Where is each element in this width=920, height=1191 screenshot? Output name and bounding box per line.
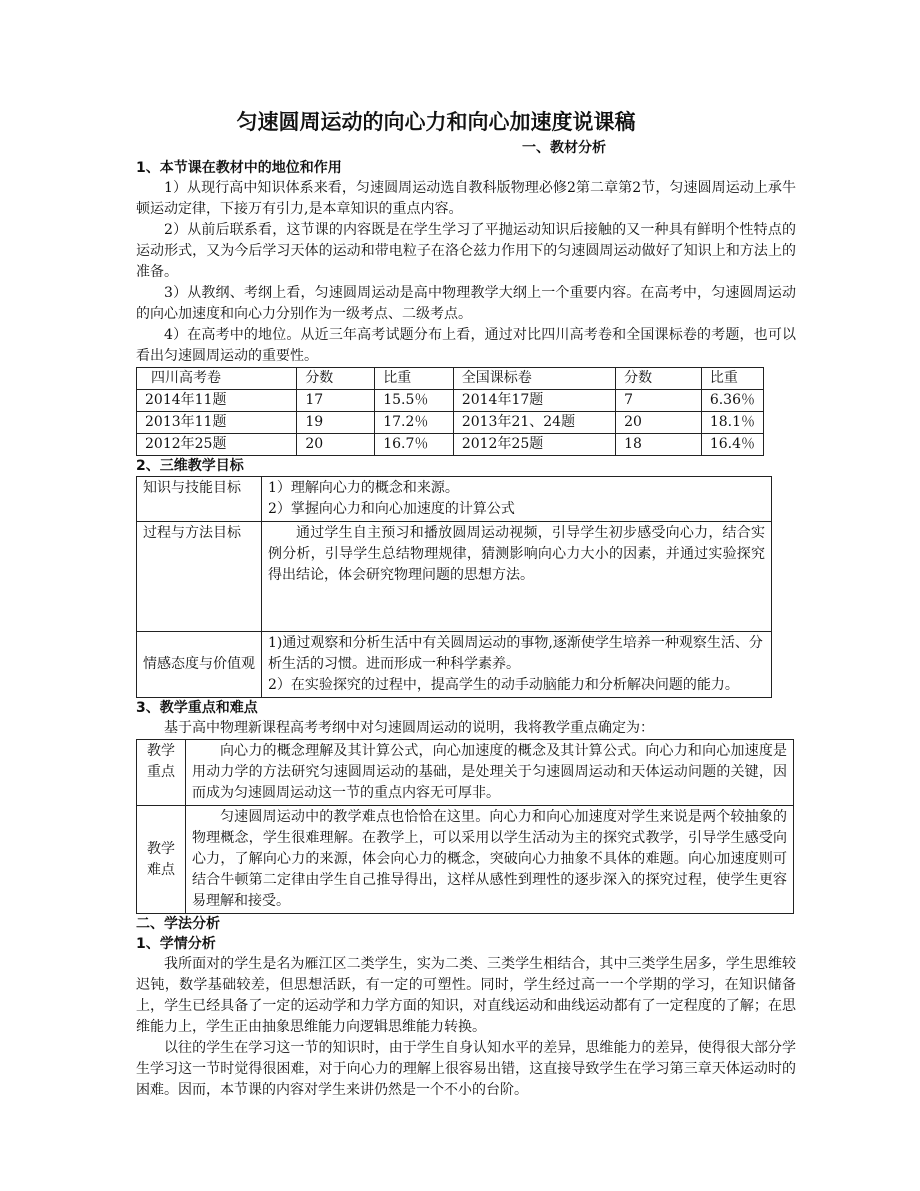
table-row xyxy=(137,412,764,434)
table-cell: 2013年21、24题 xyxy=(453,412,615,434)
table-cell: 16.7％ xyxy=(375,434,454,456)
table-cell: 20 xyxy=(297,434,375,456)
key-label: 教学难点 xyxy=(137,806,186,914)
table-cell: 2014年11题 xyxy=(137,390,297,412)
goal-line: 1）理解向心力的概念和来源。 xyxy=(268,480,459,496)
section1-heading: 1、本节课在教材中的地位和作用 xyxy=(136,160,342,176)
table-cell: 18.1％ xyxy=(701,412,763,434)
table-cell: 7 xyxy=(616,390,702,412)
section3-heading: 3、教学重点和难点 xyxy=(136,700,258,716)
table-cell: 19 xyxy=(297,412,375,434)
section1-para-1: 1）从现行高中知识体系来看，匀速圆周运动选自教科版物理必修2第二章第2节，匀速圆周运动上承牛顿运动定律，下接万有引力,是本章知识的重点内容。 xyxy=(136,180,796,217)
key-text: 向心力的概念理解及其计算公式，向心加速度的概念及其计算公式。向心力和向心加速度是用动力学的方法研究匀速圆周运动的基础，是处理关于匀速圆周运动和天体运动问题的关键，因而成为匀速圆周运动这一节的重点内容无可厚非。 xyxy=(192,743,787,801)
goal-line: 1)通过观察和分析生活中有关圆周运动的事物,逐渐使学生培养一种观察生活、分析生活的习惯。进而形成一种科学素养。 xyxy=(268,635,763,672)
table-row xyxy=(137,477,772,522)
goal-content xyxy=(262,522,772,632)
table-cell: 2012年25题 xyxy=(137,434,297,456)
table-cell: 6.36％ xyxy=(701,390,763,412)
section4-heading: 1、学情分析 xyxy=(136,936,216,952)
table-cell: 2014年17题 xyxy=(453,390,615,412)
table-cell: 15.5％ xyxy=(375,390,454,412)
document-title: 匀速圆周运动的向心力和向心加速度说课稿 xyxy=(236,110,636,134)
section2-heading: 2、三维教学目标 xyxy=(136,458,244,474)
goal-line: 2）在实验探究的过程中，提高学生的动手动脑能力和分析解决问题的能力。 xyxy=(268,677,739,693)
section1-para-3: 3）从教纲、考纲上看，匀速圆周运动是高中物理教学大纲上一个重要内容。在高考中，匀速圆周运动的向心加速度和向心力分别作为一级考点、二级考点。 xyxy=(136,285,796,322)
part1-heading: 一、教材分析 xyxy=(522,140,606,156)
table-header-cell: 比重 xyxy=(375,368,454,390)
key-text: 匀速圆周运动中的教学难点也恰恰在这里。向心力和向心加速度对学生来说是两个较抽象的物理概念，学生很难理解。在教学上，可以采用以学生活动为主的探究式教学，引导学生感受向心力，了解向心力的来源，体会向心力的概念，突破向心力抽象不具体的难题。向心加速度则可结合牛顿第二定律由学生自己推导得出，这样从感性到理性的逐步深入的探究过程，使学生更容易理解和接受。 xyxy=(192,809,787,909)
table-header-cell: 比重 xyxy=(701,368,763,390)
table-header-cell: 分数 xyxy=(616,368,702,390)
exam-scores-table xyxy=(136,367,764,456)
teaching-goals-table xyxy=(136,476,772,698)
key-content xyxy=(186,740,794,806)
goal-label: 知识与技能目标 xyxy=(137,477,262,522)
document-page xyxy=(136,108,796,1101)
goal-line: 通过学生自主预习和播放圆周运动视频，引导学生初步感受向心力，结合实例分析，引导学生总结物理规律，猜测影响向心力大小的因素，并通过实验探究得出结论，体会研究物理问题的思想方法。 xyxy=(268,525,765,583)
goal-content xyxy=(262,477,772,522)
key-content xyxy=(186,806,794,914)
table-cell: 16.4％ xyxy=(701,434,763,456)
table-cell: 17.2％ xyxy=(375,412,454,434)
table-header-cell: 全国课标卷 xyxy=(453,368,615,390)
table-cell: 2012年25题 xyxy=(453,434,615,456)
table-row xyxy=(137,806,794,914)
table-header-cell: 分数 xyxy=(297,368,375,390)
key-label: 教学重点 xyxy=(137,740,186,806)
table-row xyxy=(137,740,794,806)
section4-para-1: 我所面对的学生是名为雁江区二类学生，实为二类、三类学生相结合，其中三类学生居多，学生思维较迟钝，数学基础较差，但思想活跃，有一定的可塑性。同时，学生经过高一一个学期的学习，在知识储备上，学生已经具备了一定的运动学和力学方面的知识，对直线运动和曲线运动都有了一定程度的了解；在思维能力上，学生正由抽象思维能力向逻辑思维能力转换。 xyxy=(136,956,796,1035)
table-row xyxy=(137,632,772,698)
table-header-row xyxy=(137,368,764,390)
table-cell: 18 xyxy=(616,434,702,456)
goal-label: 情感态度与价值观 xyxy=(137,632,262,698)
section3-intro: 基于高中物理新课程高考考纲中对匀速圆周运动的说明，我将教学重点确定为： xyxy=(164,720,654,736)
table-cell: 2013年11题 xyxy=(137,412,297,434)
goal-content xyxy=(262,632,772,698)
table-cell: 17 xyxy=(297,390,375,412)
goal-label: 过程与方法目标 xyxy=(137,522,262,632)
table-row xyxy=(137,522,772,632)
section1-para-2: 2）从前后联系看，这节课的内容既是在学生学习了平抛运动知识后接触的又一种具有鲜明个性特点的运动形式，又为今后学习天体的运动和带电粒子在洛仑兹力作用下的匀速圆周运动做好了知识上和方法上的准备。 xyxy=(136,222,796,280)
section1-para-4: 4）在高考中的地位。从近三年高考试题分布上看，通过对比四川高考卷和全国课标卷的考题，也可以看出匀速圆周运动的重要性。 xyxy=(136,327,796,364)
part2-heading: 二、学法分析 xyxy=(136,916,220,932)
goal-line: 2）掌握向心力和向心加速度的计算公式 xyxy=(268,501,515,517)
table-cell: 20 xyxy=(616,412,702,434)
table-row xyxy=(137,434,764,456)
section4-para-2: 以往的学生在学习这一节的知识时，由于学生自身认知水平的差异，思维能力的差异，使得很大部分学生学习这一节时觉得很困难，对于向心力的理解上很容易出错，这直接导致学生在学习第三章天体运动时的困难。因而，本节课的内容对学生来讲仍然是一个不小的台阶。 xyxy=(136,1040,796,1098)
table-header-cell: 四川高考卷 xyxy=(137,368,297,390)
table-row xyxy=(137,390,764,412)
key-points-table xyxy=(136,739,794,914)
